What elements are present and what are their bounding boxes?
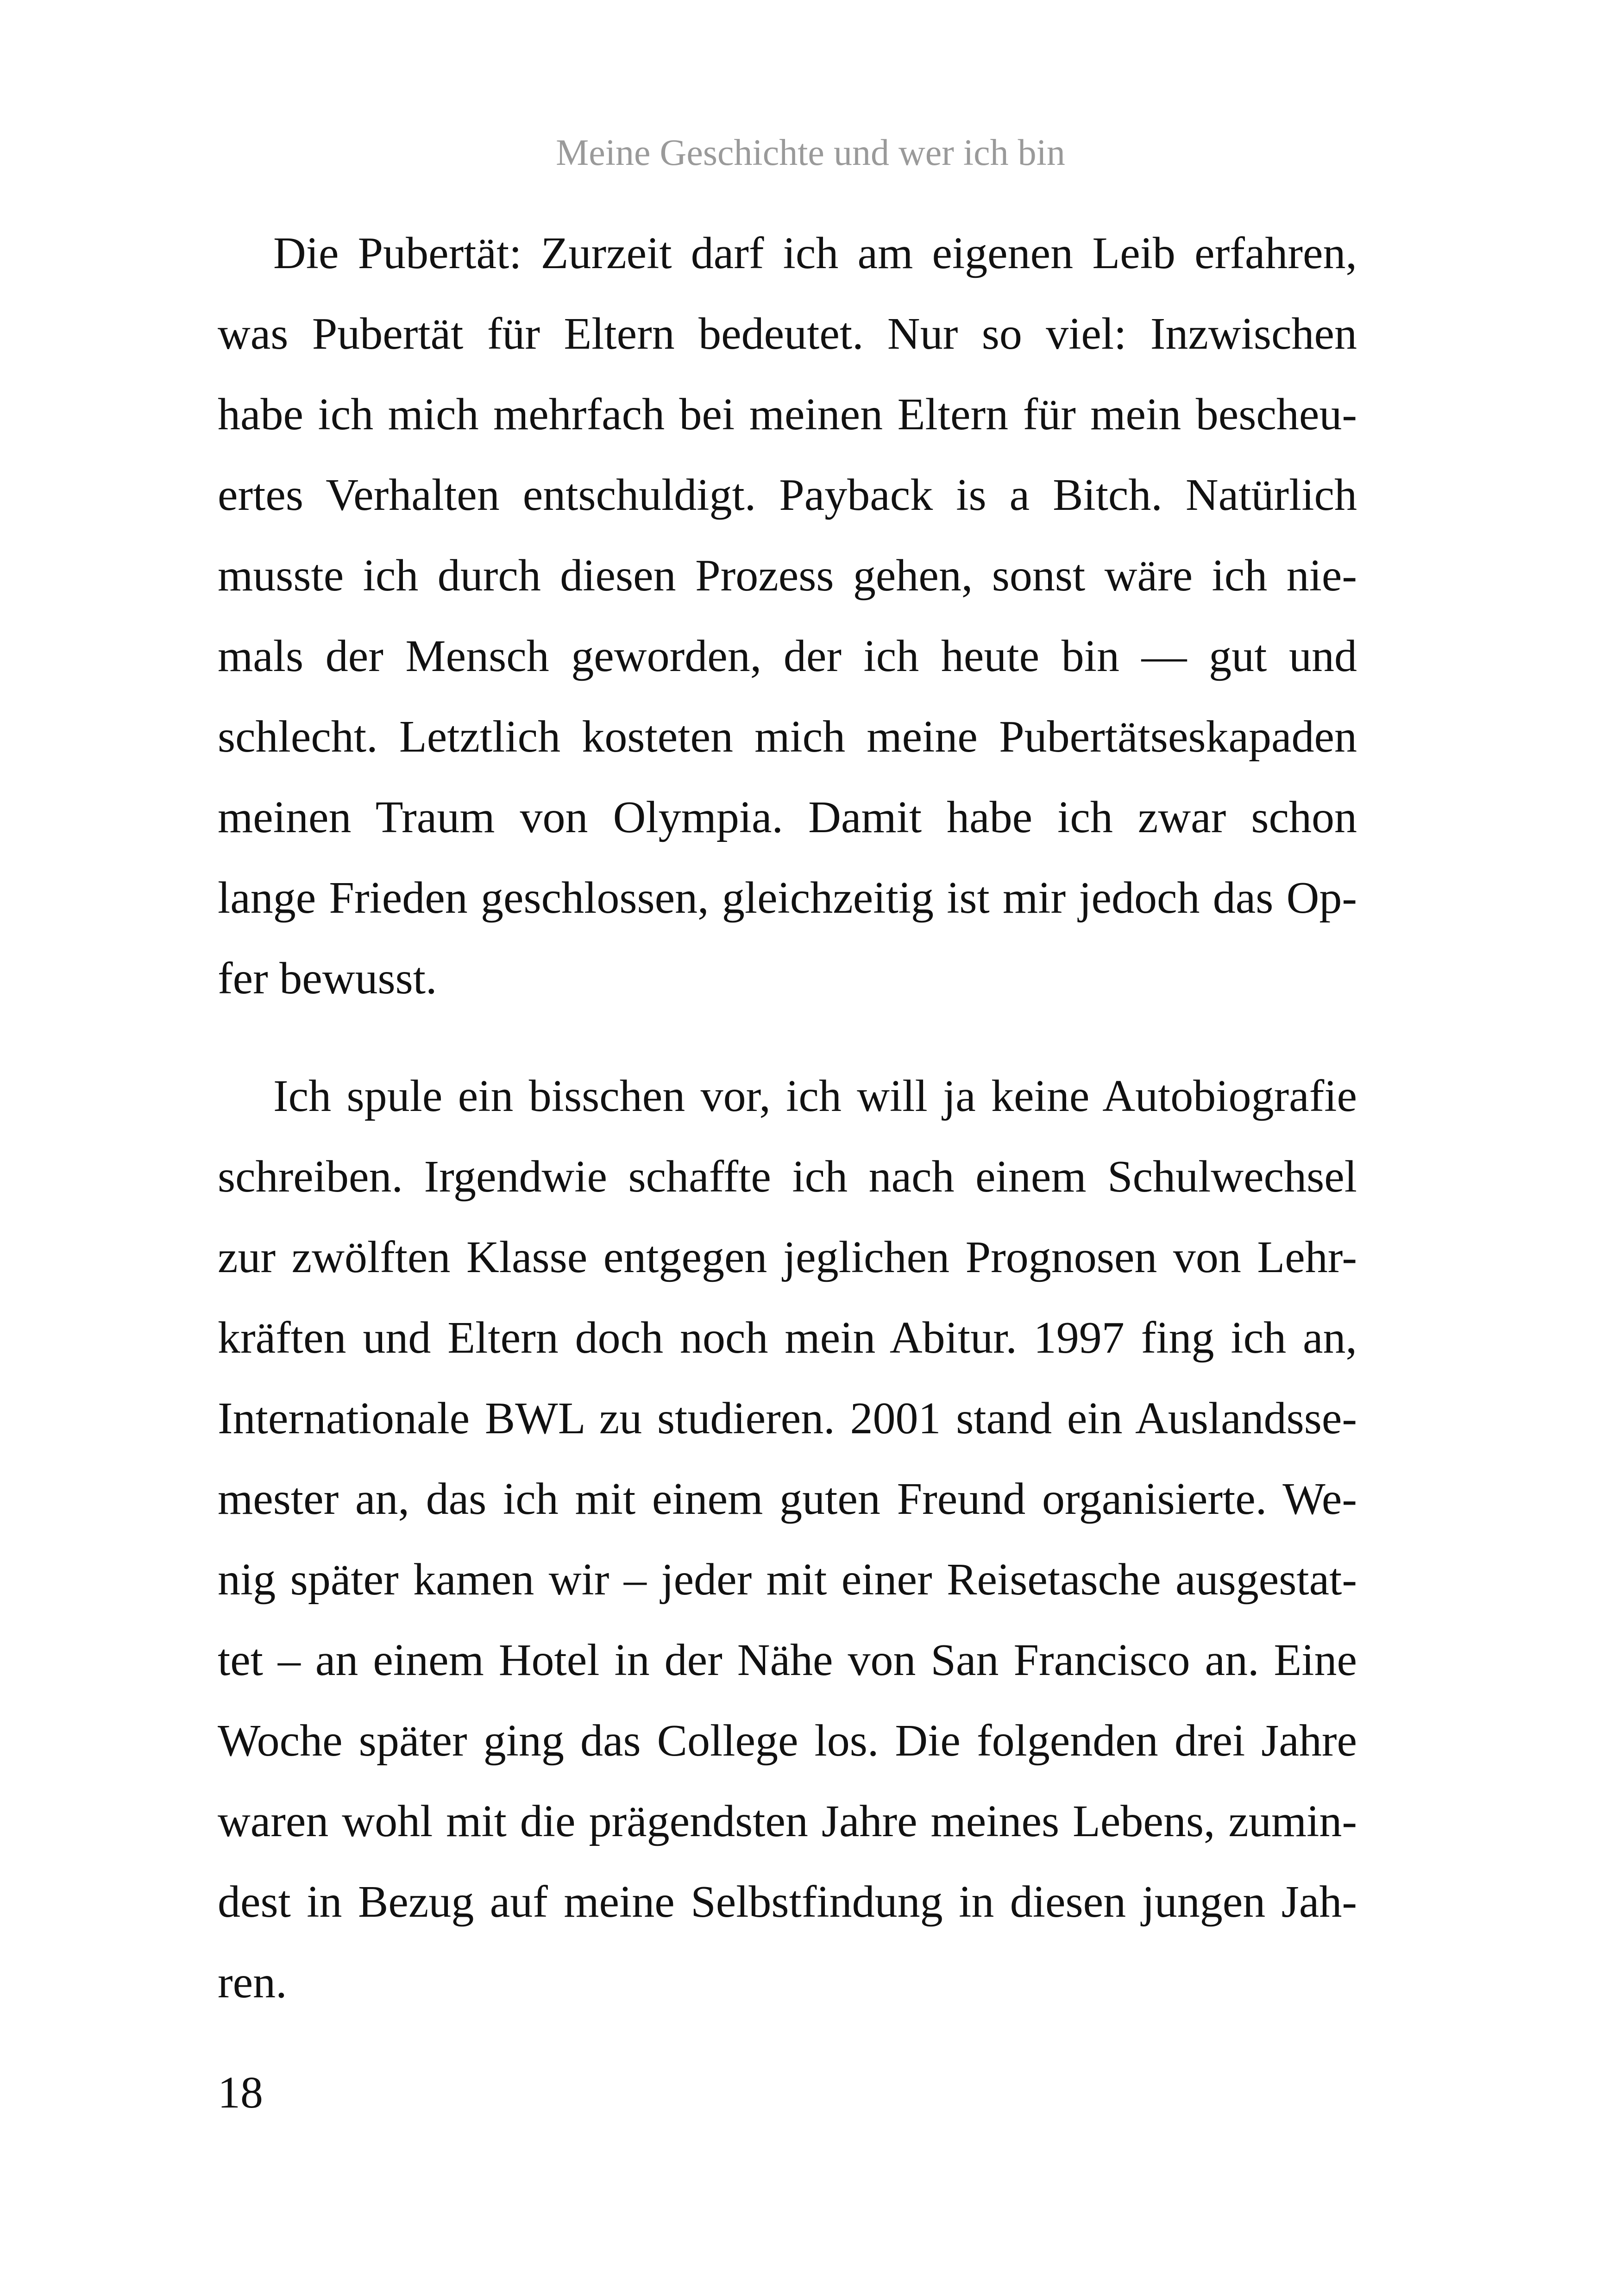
text-line: musste ich durch diesen Prozess gehen, sonst wäre ich nie- (218, 551, 1357, 601)
text-line: mals der Mensch geworden, der ich heute bin — gut und (218, 631, 1357, 681)
text-line: ren. (218, 1957, 287, 2007)
text-line: Ich spule ein bisschen vor, ich will ja keine Autobiografie (273, 1071, 1357, 1121)
text-line: fer bewusst. (218, 954, 437, 1004)
text-line: ertes Verhalten entschuldigt. Payback is a Bitch. Natürlich (218, 470, 1357, 520)
text-line: dest in Bezug auf meine Selbstfindung in diesen jungen Jah- (218, 1877, 1357, 1927)
text-line: kräften und Eltern doch noch mein Abitur. 1997 fing ich an, (218, 1313, 1357, 1363)
text-line: waren wohl mit die prägendsten Jahre meines Lebens, zumin- (218, 1796, 1357, 1846)
text-line: habe ich mich mehrfach bei meinen Eltern für mein bescheu- (218, 389, 1357, 439)
text-line: nig später kamen wir – jeder mit einer Reisetasche ausgestat- (218, 1555, 1357, 1605)
text-line: mester an, das ich mit einem guten Freund organisierte. We- (218, 1474, 1357, 1524)
text-line: Internationale BWL zu studieren. 2001 stand ein Auslandsse- (218, 1393, 1357, 1443)
text-line: Woche später ging das College los. Die folgenden drei Jahre (218, 1716, 1357, 1766)
text-line: tet – an einem Hotel in der Nähe von San Francisco an. Eine (218, 1635, 1357, 1685)
body-text (218, 213, 1357, 2023)
paragraph-2 (218, 1056, 1357, 2023)
paragraph-1 (218, 213, 1357, 1019)
page-number: 18 (218, 2068, 263, 2118)
text-line: meinen Traum von Olympia. Damit habe ich zwar schon (218, 792, 1357, 842)
text-line: was Pubertät für Eltern bedeutet. Nur so viel: Inzwischen (218, 309, 1357, 359)
text-line: zur zwölften Klasse entgegen jeglichen Prognosen von Lehr- (218, 1232, 1357, 1282)
text-line: Die Pubertät: Zurzeit darf ich am eigenen Leib erfahren, (273, 228, 1357, 278)
text-line: schlecht. Letztlich kosteten mich meine Pubertätseskapaden (218, 712, 1357, 762)
running-head-title: Meine Geschichte und wer ich bin (556, 132, 1065, 173)
text-line: schreiben. Irgendwie schaffte ich nach einem Schulwechsel (218, 1152, 1357, 1202)
text-line: lange Frieden geschlossen, gleichzeitig ist mir jedoch das Op- (218, 873, 1357, 923)
